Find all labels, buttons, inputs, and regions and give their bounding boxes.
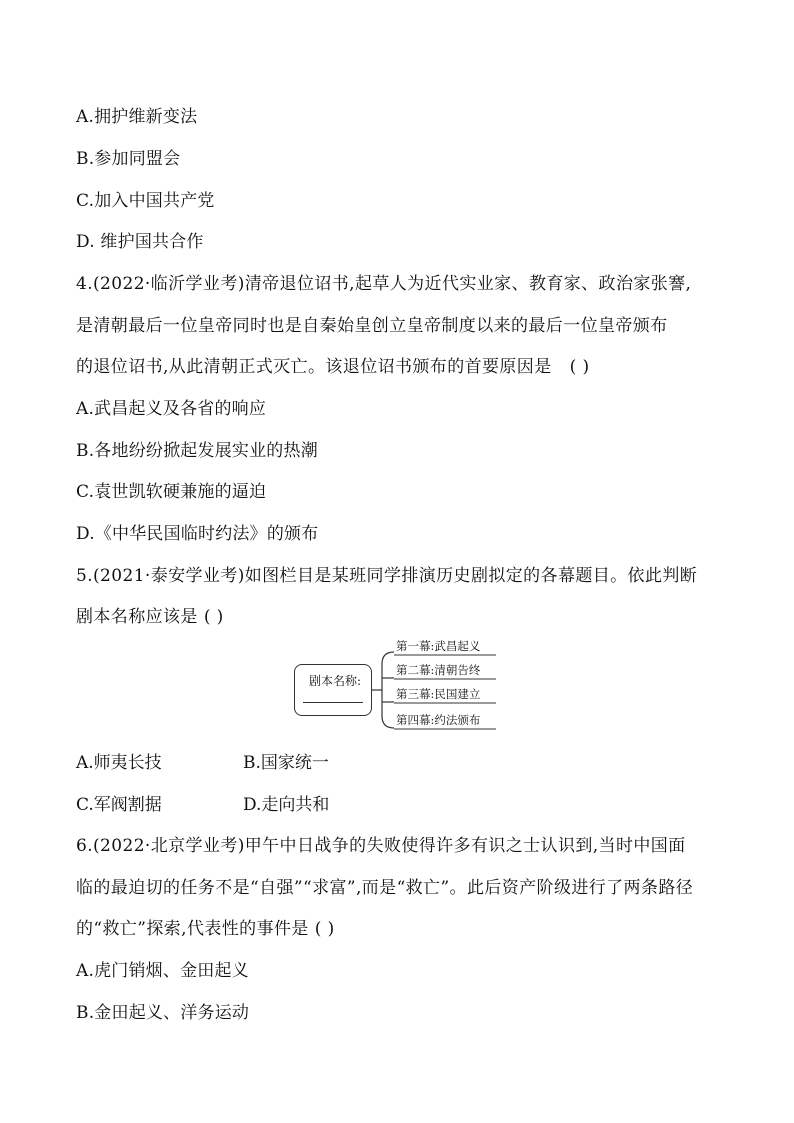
script-title-blank [303,702,363,703]
scene-4: 第四幕:约法颁布 [396,713,481,727]
q4-option-b: B.各地纷纷掀起发展实业的热潮 [76,441,318,461]
q5-option-a: A.师夷长技 [76,753,162,773]
q6-stem-text: 的“救亡”探索,代表性的事件是 [76,919,309,939]
q3-option-d: D. 维护国共合作 [76,232,204,252]
q3-option-a: A.拥护维新变法 [76,107,198,127]
q5-stem-line-2 [76,606,224,628]
q5-options-row-1 [76,752,329,774]
q6-option-a: A.虎门销烟、金田起义 [76,961,249,981]
q4-stem-line-3 [76,356,589,378]
q5-stem-line-1: 5.(2021·泰安学业考)如图栏目是某班同学排演历史剧拟定的各幕题目。依此判断 [76,566,698,586]
q4-answer-paren: ( ) [569,357,590,377]
q5-option-d: D.走向共和 [243,795,330,815]
q3-option-b: B.参加同盟会 [76,149,181,169]
q4-stem-line-2: 是清朝最后一位皇帝同时也是自秦始皇创立皇帝制度以来的最后一位皇帝颁布 [76,316,668,336]
q3-option-c: C.加入中国共产党 [76,191,215,211]
q4-option-d: D.《中华民国临时约法》的颁布 [76,524,319,544]
q5-stem-text: 剧本名称应该是 [76,607,198,627]
q6-stem-line-2: 临的最迫切的任务不是“自强”“求富”,而是“救亡”。此后资产阶级进行了两条路径 [76,878,694,898]
q6-option-b: B.金田起义、洋务运动 [76,1003,250,1023]
q6-answer-paren: ( ) [314,919,335,939]
q4-option-c: C.袁世凯软硬兼施的逼迫 [76,482,267,502]
scene-2: 第二幕:清朝告终 [396,663,481,677]
q4-stem-text: 的退位诏书,从此清朝正式灭亡。该退位诏书颁布的首要原因是 [76,357,552,377]
scene-3: 第三幕:民国建立 [396,687,481,701]
q5-options-row-2 [76,794,330,816]
q5-diagram [294,638,504,734]
script-title-box [294,664,372,716]
q4-stem-line-1: 4.(2022·临沂学业考)清帝退位诏书,起草人为近代实业家、教育家、政治家张謇, [76,274,692,294]
scene-1: 第一幕:武昌起义 [396,639,481,653]
q6-stem-line-3 [76,918,335,940]
q5-option-c: C.军阀割据 [76,795,162,815]
q5-option-b: B.国家统一 [243,753,329,773]
q4-option-a: A.武昌起义及各省的响应 [76,399,267,419]
q5-answer-paren: ( ) [203,607,224,627]
script-title-label: 剧本名称: [309,674,362,688]
q6-stem-line-1: 6.(2022·北京学业考)甲午中日战争的失败使得许多有识之士认识到,当时中国面 [76,836,686,856]
